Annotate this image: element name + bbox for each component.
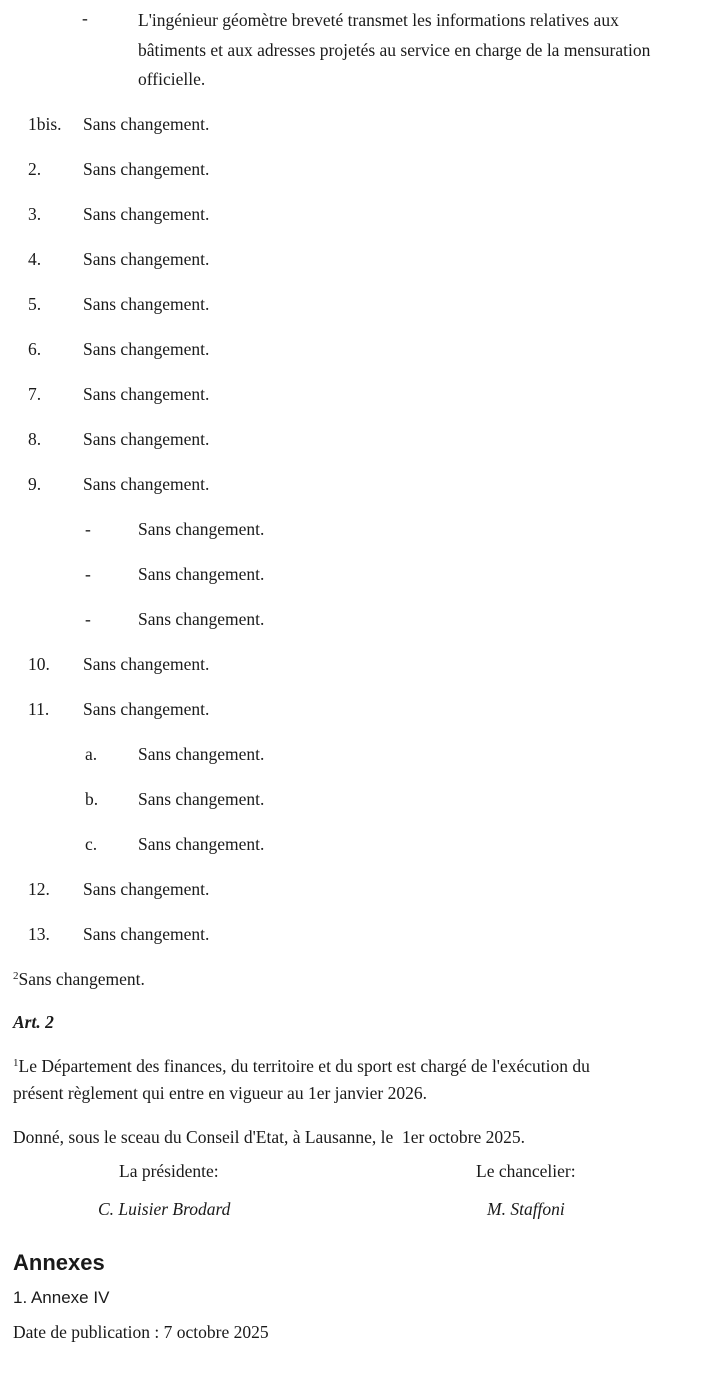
item-text: Sans changement. [83,159,210,179]
annex-link[interactable]: 1. Annexe IV [13,1288,110,1307]
item-text: Sans changement. [83,654,210,674]
publication-date: Date de publication : 7 octobre 2025 [13,1322,269,1342]
item-number: 11. [28,699,50,719]
item-text: Sans changement. [83,924,210,944]
item-text: Sans changement. [83,249,210,269]
item-number: 1bis. [28,114,62,134]
intro-paragraph: L'ingénieur géomètre breveté transmet les informations relatives aux bâtiments et aux adresses projetés au service en charge de la mensuration officielle. [138,10,651,89]
sub-item-dash: - [85,609,91,629]
sub-item-text: Sans changement. [138,564,265,584]
sub-item-letter: b. [85,789,99,809]
item-text: Sans changement. [83,114,210,134]
item-number: 8. [28,429,42,449]
item-number: 3. [28,204,42,224]
item-number: 5. [28,294,42,314]
article-text: Le Département des finances, du territoire et du sport est chargé de l'exécution du [18,1056,590,1076]
item-text: Sans changement. [83,699,210,719]
item-number: 6. [28,339,42,359]
item-number: 13. [28,924,50,944]
article-paragraph-line1 [13,1056,590,1077]
signature-left-name: C. Luisier Brodard [98,1199,231,1219]
item-number: 9. [28,474,42,494]
sub-item-dash: - [85,564,91,584]
signature-left-title: La présidente: [119,1161,219,1181]
sub-item-text: Sans changement. [138,609,265,629]
item-number: 2. [28,159,42,179]
alinea-text: Sans changement. [18,969,145,989]
item-text: Sans changement. [83,429,210,449]
signature-right-name: M. Staffoni [487,1199,565,1219]
annexes-heading: Annexes [13,1250,105,1275]
given-statement: Donné, sous le sceau du Conseil d'Etat, à Lausanne, le 1er octobre 2025. [13,1127,525,1147]
alinea-number: 2 [13,970,19,982]
item-text: Sans changement. [83,294,210,314]
article-paragraph-line2: présent règlement qui entre en vigueur au 1er janvier 2026. [13,1083,428,1103]
sub-item-text: Sans changement. [138,834,265,854]
sub-item-dash: - [85,519,91,539]
item-text: Sans changement. [83,474,210,494]
sub-item-letter: a. [85,744,98,764]
sub-item-letter: c. [85,834,98,854]
item-text: Sans changement. [83,384,210,404]
item-number: 12. [28,879,50,899]
item-text: Sans changement. [83,879,210,899]
intro-dash: - [82,8,88,28]
sub-item-text: Sans changement. [138,519,265,539]
sub-item-text: Sans changement. [138,789,265,809]
item-number: 7. [28,384,42,404]
article-heading: Art. 2 [13,1012,54,1032]
alinea-2 [13,969,145,990]
item-text: Sans changement. [83,339,210,359]
item-number: 10. [28,654,50,674]
alinea-number: 1 [13,1057,19,1069]
sub-item-text: Sans changement. [138,744,265,764]
signature-right-title: Le chancelier: [476,1161,576,1181]
item-text: Sans changement. [83,204,210,224]
item-number: 4. [28,249,42,269]
